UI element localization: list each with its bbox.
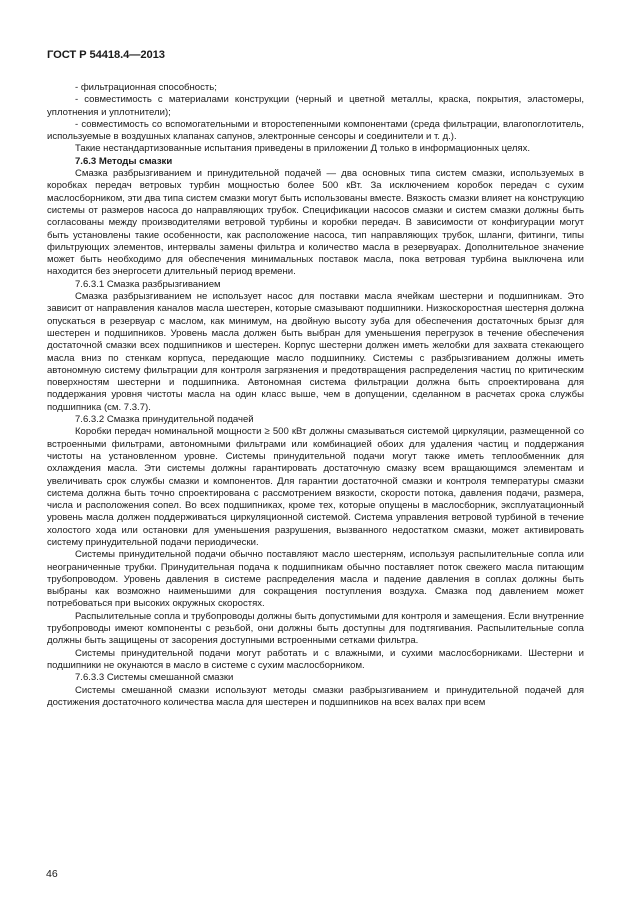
paragraph: Распылительные сопла и трубопроводы должны быть допустимыми для контроля и замещения. Если внутренние трубопроводы имеют компоненты с резьбой, они должны быть доступны для подтягивания. Распылительные сопла должны быть защищены от засорения доступными встроенными сетками фильтра. — [47, 610, 584, 647]
document-header: ГОСТ Р 54418.4—2013 — [47, 49, 165, 61]
document-body — [47, 82, 584, 709]
section-heading: 7.6.3 Методы смазки — [75, 155, 173, 167]
paragraph: Смазка разбрызгиванием и принудительной подачей — два основных типа систем смазки, используемых в коробках передач ветровых турбин мощностью более 500 кВт. За исключением коробок передач с сухим маслосборником, эти два типа систем смазки могут быть использованы вместе. Вязкость смазки влияет на конструкцию системы от размеров насоса до направляющих трубок. Спецификации насосов смазки и систем смазки должны быть согласованы между производителями ветровой турбины и коробки передач. В зависимости от конфигурации могут быть установлены такие особенности, как расположение насоса, тип направляющих трубок, шланги, фитинги, типы фильтрующих элементов, интервалы замены фильтра и количество масла в резервуарах. Дополнительное значение может быть необходимо для обеспечения минимальных поставок масла, пока ветровая турбина выключена или находится без энергосети длительный период времени. — [47, 168, 584, 278]
paragraph: Системы принудительной подачи обычно поставляют масло шестерням, используя распылительные сопла или неограниченные трубки. Принудительная подача к подшипникам обычно поставляет поток свежего масла питающим трубопроводом. Уровень давления в системе распределения масла и падение давления в соплах должны быть выбраны как возможно наименьшими для сокращения поступления воздуха. Смазка под давлением может потребоваться при высоких окружных скоростях. — [47, 549, 584, 610]
list-item: - совместимость с материалами конструкции (черный и цветной металлы, краска, покрытия, эластомеры, уплотнения и уплотнители); — [47, 94, 584, 118]
subsection-heading: 7.6.3.2 Смазка принудительной подачей — [75, 414, 254, 426]
list-item: - фильтрационная способность; — [75, 82, 217, 93]
paragraph: Такие нестандартизованные испытания приведены в приложении Д только в информационных целях. — [75, 143, 531, 155]
page-number: 46 — [46, 868, 58, 880]
paragraph: Системы принудительной подачи могут работать и с влажными, и сухими маслосборниками. Шестерни и подшипники не окунаются в масло в системе с сухим маслосборником. — [47, 647, 584, 671]
paragraph: Системы смешанной смазки используют методы смазки разбрызгиванием и принудительной подачей для достижения достаточного количества масла для шестерен и подшипников на всех валах при всем — [47, 684, 584, 708]
paragraph: Коробки передач номинальной мощности ≥ 500 кВт должны смазываться системой циркуляции, размещенной со встроенными фильтрами, автономными фильтрами или комбинацией обоих для удаления частиц и поддержания чистоты на установленном уровне. Системы принудительной подачи могут также иметь теплообменник для охлаждения масла. Эти системы должны гарантировать достаточную смазку всем вращающимся элементам и увеличивать срок службы смазки и компонентов. Для гарантии достаточной смазки и контроля температуры смазки система должна быть точно спроектирована с рассмотрением вязкости, скорости потока, давления подачи, размера, числа и расположения сопел. Во всех подшипниках, кроме тех, которые опущены в маслосборник, эксплуатационный уровень масла должен поддерживаться циркуляционной системой. Система управления ветровой турбиной в течение холостого хода или остановки для уменьшения разрушения, вызванного недостатком смазки, может активировать систему принудительной подачи периодически. — [47, 426, 584, 548]
paragraph: Смазка разбрызгиванием не использует насос для поставки масла ячейкам шестерни и подшипникам. Это зависит от направления каналов масла шестерен, которые смазывают подшипники. Низкоскоростная шестерня должна опускаться в резервуар с маслом, как минимум, на двойную высоту зуба для обеспечения достаточных брызг для шестерен и подшипников. Уровень масла должен быть выбран для уменьшения перегрузок в течение обеспечения достаточной смазки всех подшипников и шестерен. Корпус шестерни должен иметь желобки для захвата стекающего масла вниз по стенкам корпуса, передающие масло подшипнику. Системы с разбрызгиванием должны иметь автономную систему фильтрации для контроля загрязнения и предотвращения распределения частиц по критическим поверхностям шестерни и подшипника. Автономная система фильтрации должна быть спроектирована для поддержания уровня чистоты масла на один класс выше, чем в допущении, сделанном в расчетах срока службы подшипника (см. 7.3.7). — [47, 291, 584, 413]
list-item: - совместимость со вспомогательными и второстепенными компонентами (среда фильтрации, влагопоглотитель, используемые в воздушных клапанах сапунов, электронные сенсоры и соединители и т. д.). — [47, 118, 584, 143]
subsection-heading: 7.6.3.3 Системы смешанной смазки — [75, 672, 234, 684]
subsection-heading: 7.6.3.1 Смазка разбрызгиванием — [75, 278, 221, 290]
